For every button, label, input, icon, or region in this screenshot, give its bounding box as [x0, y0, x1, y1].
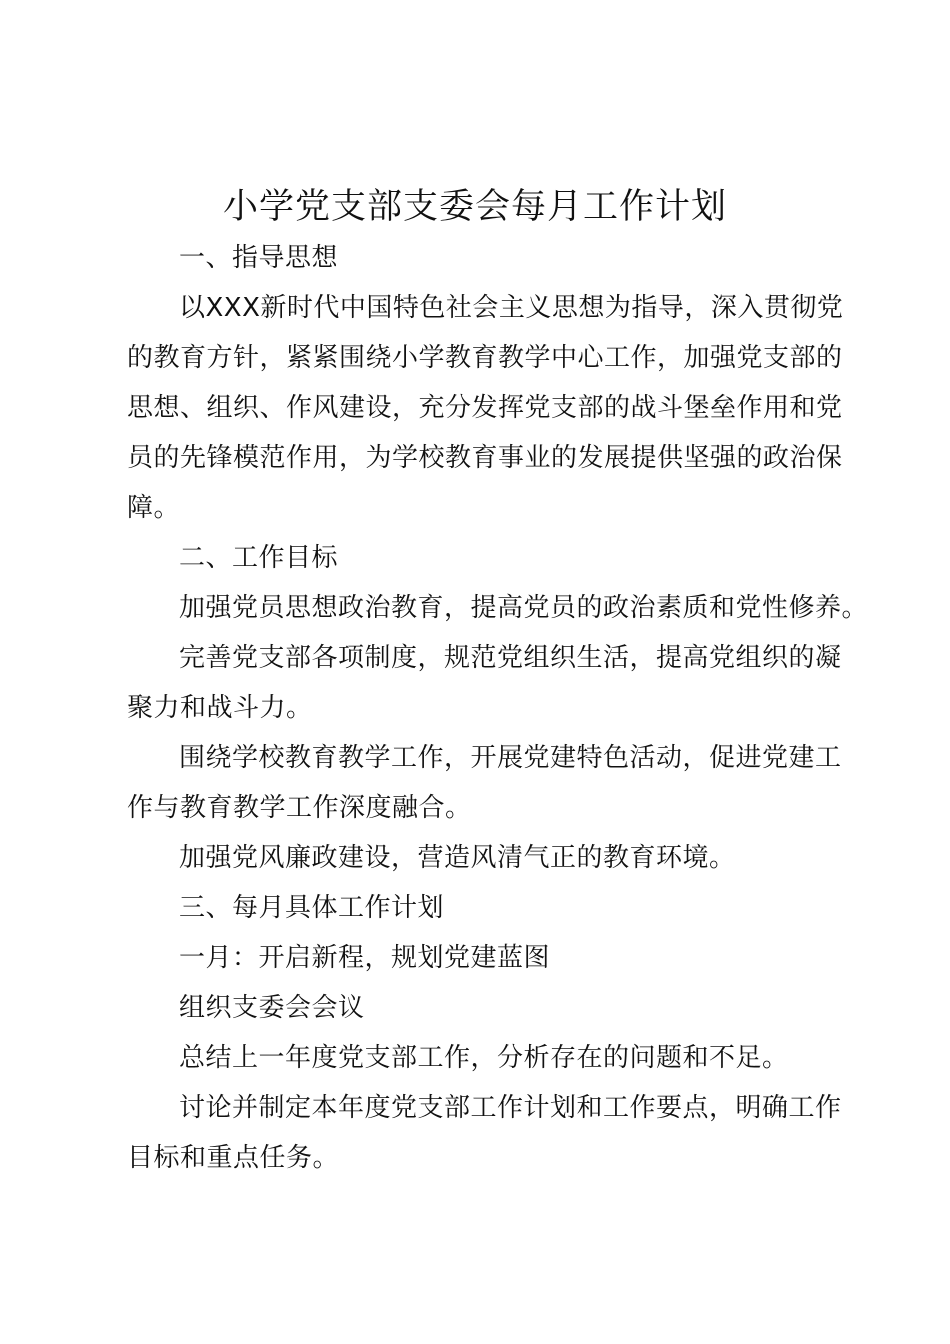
paragraph-line: 以XXX新时代中国特色社会主义思想为指导，深入贯彻党: [179, 293, 844, 323]
paragraph-line: 讨论并制定本年度党支部工作计划和工作要点，明确工作: [179, 1093, 842, 1123]
document-title: 小学党支部支委会每月工作计划: [222, 187, 727, 227]
paragraph-line: 思想、组织、作风建设，充分发挥党支部的战斗堡垒作用和党: [127, 393, 843, 423]
paragraph-line: 作与教育教学工作深度融合。: [127, 793, 472, 823]
paragraph-line: 目标和重点任务。: [127, 1143, 340, 1173]
paragraph-line: 加强党风廉政建设，营造风清气正的教育环境。: [179, 843, 736, 873]
section-heading-monthly-plan: 三、每月具体工作计划: [179, 893, 445, 923]
paragraph-line: 加强党员思想政治教育，提高党员的政治素质和党性修养。: [179, 593, 869, 623]
subheading-committee-meeting: 组织支委会会议: [179, 993, 365, 1023]
subheading-january: 一月：开启新程，规划党建蓝图: [179, 943, 551, 973]
section-heading-guiding-ideology: 一、指导思想: [179, 243, 339, 273]
paragraph-line: 围绕学校教育教学工作，开展党建特色活动，促进党建工: [179, 743, 842, 773]
paragraph-line: 总结上一年度党支部工作，分析存在的问题和不足。: [179, 1043, 789, 1073]
document-body: [127, 233, 869, 1183]
paragraph-line: 障。: [127, 493, 181, 523]
section-heading-work-goals: 二、工作目标: [179, 543, 339, 573]
paragraph-line: 完善党支部各项制度，规范党组织生活，提高党组织的凝: [179, 643, 842, 673]
paragraph-line: 员的先锋模范作用，为学校教育事业的发展提供坚强的政治保: [127, 443, 843, 473]
paragraph-line: 的教育方针，紧紧围绕小学教育教学中心工作，加强党支部的: [127, 343, 843, 373]
paragraph-line: 聚力和战斗力。: [127, 693, 313, 723]
